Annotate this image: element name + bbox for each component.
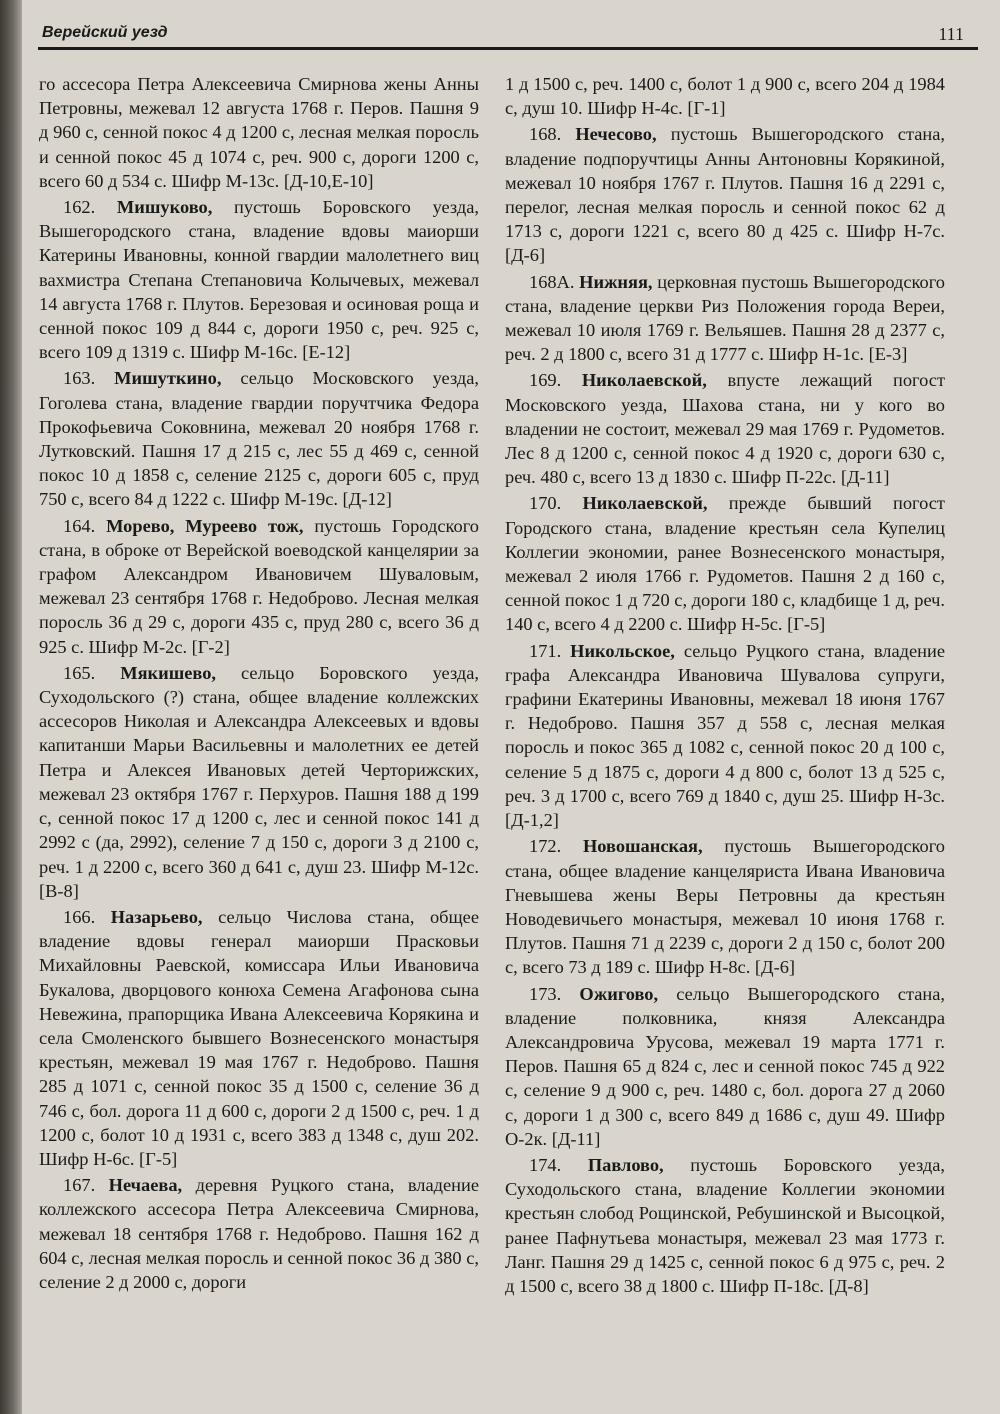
book-spine-edge (0, 0, 22, 1414)
entry-169 (505, 368, 945, 489)
entry-text: впусте лежащий погост Московского уезда, Шахова стана, ни у кого во владении не состоит, межевал 29 мая 1769 г. Рудометов. Лес 8 д 1200 с, сенной покос 4 д 1920 с, дороги 630 с, реч. 480 с, всего 13 д 1830 с. Шифр П-22с. [Д-11] (505, 370, 945, 488)
entry-number: 169. (529, 370, 562, 391)
entry-text: го ассесора Петра Алексеевича Смирнова жены Анны Петровны, межевал 12 августа 1768 г. Перов. Пашня 9 д 960 с, сенной покос 4 д 1200 с, лесная мелкая поросль и сенной покос 45 д 1074 с, реч. 900 с, дороги 1200 с, всего 60 д 534 с. Шифр М-13с. [Д-10,Е-10] (39, 74, 479, 191)
entry-167 (39, 1173, 479, 1294)
entry-text: деревня Руцкого стана, владение коллежского ассесора Петра Алексеевича Смирнова, межевал 18 сентября 1768 г. Недоброво. Пашня 162 д 604 с, лесная мелкая поросль и сенной покос 36 д 380 с, селение 2 д 2000 с, дороги (39, 1175, 479, 1292)
entry-text: пустошь Боровского уезда, Вышегородского стана, владение вдовы маиорши Катерины Ивановны, конной гвардии малолетнего виц вахмистра Степана Степановича Колычевых, межевал 14 августа 1768 г. Плутов. Березовая и осиновая роща и сенной покос 109 д 844 с, дороги 1950 с, реч. 925 с, всего 109 д 1319 с. Шифр М-16с. [Е-12] (39, 197, 479, 363)
entry-text: пустошь Вышегородского стана, владение подпоручтицы Анны Антоновны Корякиной, межевал 10 ноября 1767 г. Плутов. Пашня 16 д 2291 с, перелог, лесная мелкая поросль и сенной покос 62 д 1713 с, дороги 1221 с, всего 80 д 425 с. Шифр Н-7с. [Д-6] (505, 124, 945, 266)
entry-163 (39, 366, 479, 511)
entry-number: 162. (63, 197, 96, 218)
entry-173 (505, 982, 945, 1151)
entry-name: Ожигово, (579, 983, 659, 1004)
entry-172 (505, 834, 945, 979)
entry-text: прежде бывший погост Городского стана, владение крестьян села Купелиц Коллегии экономии, ранее Вознесенского монастыря, межевал 2 июля 1766 г. Рудометов. Пашня 2 д 160 с, сенной покос 1 д 720 с, дороги 180 с, кладбище 1 д, реч. 140 с, всего 4 д 2200 с. Шифр Н-5с. [Г-5] (505, 493, 945, 635)
entry-text: сельцо Руцкого стана, владение графа Александра Ивановича Шувалова супруги, графини Екатерины Ивановны, межевал 18 июня 1767 г. Недоброво. Пашня 357 д 558 с, лесная мелкая поросль и покос 365 д 1082 с, сенной покос 20 д 100 с, селение 5 д 1875 с, дороги 4 д 800 с, болот 13 д 525 с, реч. 3 д 1700 с, всего 769 д 1840 с, душ 25. Шифр Н-3с. [Д-1,2] (505, 640, 945, 831)
entry-162 (39, 195, 479, 364)
entry-number: 174. (529, 1154, 562, 1175)
entry-text: 1 д 1500 с, реч. 1400 с, болот 1 д 900 с, всего 204 д 1984 с, душ 10. Шифр Н-4с. [Г-1] (505, 74, 945, 119)
entry-name: Павлово, (587, 1154, 664, 1175)
entry-name: Нечесово, (575, 124, 657, 145)
entry-number: 168А. (529, 271, 575, 292)
entry-number: 167. (63, 1175, 96, 1196)
header-rule (38, 47, 978, 50)
entry-168 (505, 122, 945, 267)
entry-text: церковная пустошь Вышегородского стана, владение церкви Риз Положения города Вереи, межевал 10 июля 1769 г. Вельяшев. Пашня 28 д 2377 с, реч. 2 д 1800 с, всего 31 д 1777 с. Шифр Н-1с. [Е-3] (505, 271, 945, 365)
entry-number: 171. (529, 640, 562, 661)
book-page (22, 0, 1000, 1414)
entry-number: 168. (529, 124, 562, 145)
entry-name: Мишуково, (116, 197, 213, 218)
entry-name: Николаевской, (582, 493, 708, 514)
running-header (38, 20, 978, 50)
entry-167-cont (505, 72, 945, 120)
entry-name: Нечаева, (108, 1175, 183, 1196)
entry-164 (39, 514, 479, 659)
entry-name: Морево, Муреево тож, (106, 515, 304, 536)
entry-name: Мякишево, (120, 662, 217, 683)
entry-170 (505, 491, 945, 636)
entry-name: Назарьево, (110, 906, 203, 927)
running-title: Верейский уезд (42, 24, 168, 41)
entry-text: пустошь Городского стана, в оброке от Верейской воеводской канцелярии за графом Александром Ивановичем Шуваловым, межевал 23 сентября 1768 г. Недоброво. Лесная мелкая поросль 36 д 29 с, дороги 435 с, пруд 280 с, всего 36 д 925 с. Шифр М-2с. [Г-2] (39, 515, 479, 657)
entry-text: пустошь Боровского уезда, Суходольского стана, владение Коллегии экономии крестьян слобод Рощинской, Ребушинской и Высоцкой, ранее Пафнутьева монастыря, межевал 23 мая 1773 г. Ланг. Пашня 29 д 1425 с, сенной покос 6 д 975 с, реч. 2 д 1500 с, всего 38 д 1800 с. Шифр П-18с. [Д-8] (505, 1154, 945, 1296)
entry-number: 163. (63, 368, 96, 389)
entry-number: 166. (63, 906, 96, 927)
entry-name: Никольское, (570, 640, 675, 661)
right-column (505, 72, 945, 1300)
entry-number: 173. (529, 983, 562, 1004)
entry-161-cont (39, 72, 479, 193)
entry-name: Новошанская, (582, 836, 703, 857)
entry-number: 165. (63, 662, 96, 683)
entry-171 (505, 639, 945, 833)
entry-text: сельцо Числова стана, общее владение вдовы генерал маиорши Прасковьи Михайловны Раевской, комиссара Ильи Ивановича Букалова, дворцового конюха Семена Агафонова сына Невежина, прапорщика Ивана Алексеевича Корякина и села Смоленского бывшего Вознесенского монастыря крестьян, межевал 19 мая 1767 г. Недоброво. Пашня 285 д 1071 с, сенной покос 35 д 1500 с, селение 36 д 746 с, бол. дорога 11 д 600 с, дороги 2 д 1500 с, реч. 1 д 1200 с, болот 10 д 1931 с, всего 383 д 1348 с, душ 202. Шифр Н-6с. [Г-5] (39, 906, 480, 1169)
entry-text: сельцо Московского уезда, Гоголева стана, владение гвардии поручтчика Федора Прокофьевича Соковнина, межевал 20 ноября 1768 г. Лутковский. Пашня 17 д 215 с, лес 55 д 469 с, сенной покос 10 д 1858 с, селение 2125 с, дороги 605 с, пруд 750 с, всего 84 д 1222 с. Шифр М-19с. [Д-12] (39, 368, 479, 510)
entry-168A (505, 270, 945, 367)
entry-name: Мишуткино, (114, 368, 222, 389)
entry-number: 170. (529, 493, 562, 514)
entry-number: 164. (63, 515, 96, 536)
entry-174 (505, 1153, 945, 1298)
left-column (39, 72, 479, 1296)
entry-text: пустошь Вышегородского стана, общее владение канцеляриста Ивана Ивановича Гневышева жены Веры Петровны да крестьян Новодевичьего монастыря, межевал 10 июня 1768 г. Плутов. Пашня 71 д 2239 с, дороги 2 д 150 с, болот 200 с, всего 73 д 189 с. Шифр Н-8с. [Д-6] (505, 836, 945, 978)
entry-name: Николаевской, (581, 370, 707, 391)
entry-name: Нижняя, (579, 271, 653, 292)
entry-165 (39, 661, 479, 903)
entry-166 (39, 905, 479, 1171)
entry-number: 172. (529, 836, 562, 857)
entry-text: сельцо Вышегородского стана, владение полковника, князя Александра Александровича Урусова, межевал 19 марта 1771 г. Перов. Пашня 65 д 824 с, лес и сенной покос 745 д 922 с, селение 9 д 900 с, реч. 1480 с, бол. дорога 27 д 2060 с, дороги 1 д 300 с, всего 849 д 1686 с, душ 49. Шифр О-2к. [Д-11] (505, 983, 945, 1149)
entry-text: сельцо Боровского уезда, Суходольского (?) стана, общее владение коллежских ассесоров Николая и Александра Алексеевых и вдовы капитанши Марьи Васильевны и малолетних ее детей Петра и Алексея Ивановых детей Черторижских, межевал 23 октября 1767 г. Перхуров. Пашня 188 д 199 с, сенной покос 17 д 1200 с, лес и сенной покос 141 д 2992 с (да, 2992), селение 7 д 150 с, дороги 3 д 2100 с, реч. 1 д 2200 с, всего 360 д 641 с, душ 23. Шифр М-12с. [В-8] (39, 662, 479, 901)
page-number: 111 (938, 24, 964, 44)
